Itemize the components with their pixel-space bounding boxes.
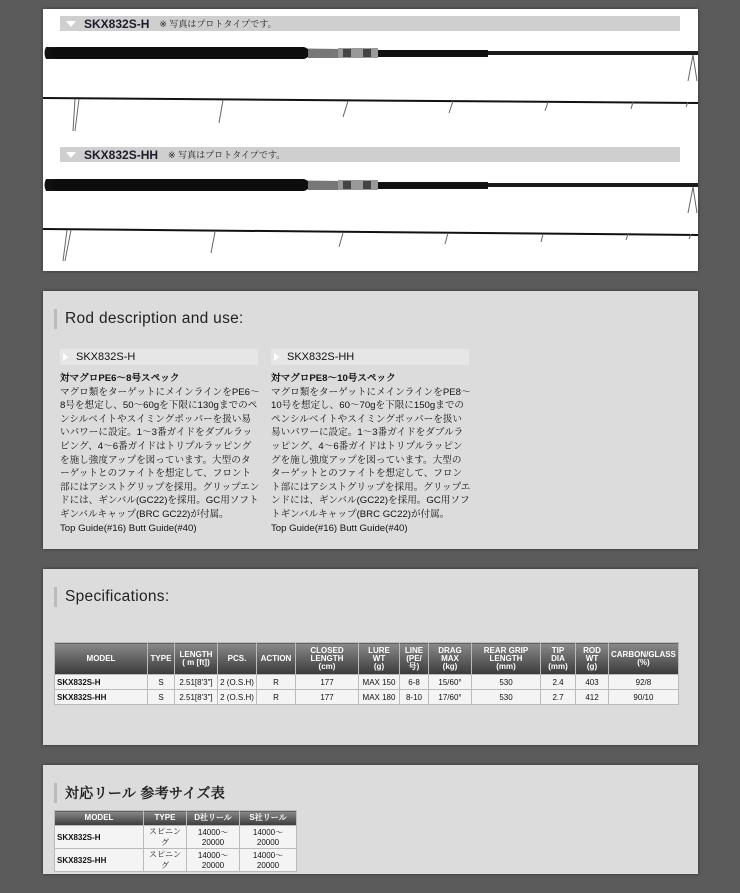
table-cell: 14000～20000 [187, 849, 240, 872]
table-cell: 6-8 [400, 675, 429, 690]
table-cell: 92/8 [609, 675, 679, 690]
product-photos-panel [43, 9, 698, 271]
description-text-h [60, 372, 260, 535]
collapse-triangle-icon [66, 152, 76, 158]
reel-size-table [54, 810, 297, 872]
column-header-line: (cm) [318, 661, 336, 671]
table-cell: MAX 180 [359, 690, 400, 705]
column-header-line: LENGTH [489, 653, 523, 663]
column-header-line: ROD [583, 645, 601, 655]
column-header-line: DIA [551, 653, 565, 663]
column-header-line: (kg) [442, 661, 458, 671]
description-body: マグロ類をターゲットにメインラインをPE6～8号を想定し、50～60gを下限に130gまでのペンシルベイトやスイミングポッパーを扱い易いパワーに設定。1～3番ガイドをダブルラッピング、4～6番ガイドはトリプルラッピングを施し強度アップを図っています。大型のターゲットとのファイトを想定して、フロント部にはアシストグリップを採用。グリップエンドには、ギンバル(GC22)を採用。GC用ソフトギンバルキャップ(BRC GC22)が付属。 [60, 386, 260, 520]
spec-lead: 対マグロPE6～8号スペック [60, 373, 180, 384]
prototype-note: ※ 写真はプロトタイプです。 [168, 150, 286, 160]
column-header [55, 643, 148, 675]
table-cell: 8-10 [400, 690, 429, 705]
column-header [218, 643, 257, 675]
spec-lead: 対マグロPE8～10号スペック [271, 373, 396, 384]
product-header-hh[interactable] [60, 147, 680, 162]
column-header: D社リール [187, 811, 240, 826]
column-header-line: PCS. [227, 653, 247, 663]
specifications-panel [43, 569, 698, 745]
guide-info: Top Guide(#16) Butt Guide(#40) [271, 522, 408, 534]
table-cell: 14000～20000 [240, 826, 297, 849]
table-cell: 90/10 [609, 690, 679, 705]
table-cell: SKX832S-HH [55, 690, 148, 705]
rod-photo-tip-h [43, 91, 698, 136]
table-cell: 14000～20000 [187, 826, 240, 849]
table-cell: 530 [472, 690, 541, 705]
description-body: マグロ類をターゲットにメインラインをPE8～10号を想定し、60～70gを下限に150gまでのペンシルベイトやスイミングポッパーを扱い易いパワーに設定。1～3番ガイドをダブルラッピング、4～6番ガイドはトリプルラッピングを施し強度アップを図っています。大型のターゲットとのファイトを想定して、フロント部にはアシストグリップを採用。グリップエンドには、ギンバル(GC22)を採用。GC用ソフトギンバルキャップ(BRC GC22)が付属。 [271, 386, 471, 520]
product-name: SKX832S-HH [84, 147, 159, 162]
prototype-note: ※ 写真はプロトタイプです。 [159, 19, 277, 29]
column-header-line: (mm) [496, 661, 516, 671]
table-cell: 2.51[8'3"] [175, 690, 218, 705]
column-header-line: WT [585, 653, 599, 663]
column-header-line: MODEL [86, 653, 116, 663]
column-header [609, 643, 679, 675]
column-header [175, 643, 218, 675]
table-row [55, 690, 679, 705]
column-header-line: (%) [637, 657, 650, 667]
table-cell: 177 [296, 675, 359, 690]
table-row [55, 675, 679, 690]
table-cell: 403 [576, 675, 609, 690]
description-text-hh [271, 372, 471, 535]
column-header [541, 643, 576, 675]
table-cell: R [257, 675, 296, 690]
column-header-line: (mm) [548, 661, 568, 671]
column-header-line: 号) [408, 661, 420, 671]
guide-info: Top Guide(#16) Butt Guide(#40) [60, 522, 197, 534]
product-name: SKX832S-H [84, 16, 150, 31]
column-header [257, 643, 296, 675]
column-header [472, 643, 541, 675]
model-name: SKX832S-H [76, 351, 136, 363]
column-header-line: REAR GRIP [483, 645, 529, 655]
table-cell: 2 (O.S.H) [218, 675, 257, 690]
column-header-line: LENGTH [179, 649, 213, 659]
specifications-table [54, 642, 679, 705]
table-row [55, 849, 297, 872]
column-header-line: CARBON/GLASS [611, 649, 676, 659]
table-cell: S [148, 675, 175, 690]
rod-photo-tip-hh [43, 223, 698, 268]
column-header-line: LURE [368, 645, 390, 655]
description-header-h [60, 349, 258, 365]
rod-photo-butt-hh [43, 169, 698, 219]
column-header [148, 643, 175, 675]
column-header-line: TIP [551, 645, 565, 655]
column-header-line: LINE [404, 645, 424, 655]
table-cell: 2.4 [541, 675, 576, 690]
column-header-line: MAX [441, 653, 459, 663]
reel-size-panel [43, 765, 698, 874]
column-header [359, 643, 400, 675]
bullet-triangle-icon [63, 353, 68, 361]
table-cell: R [257, 690, 296, 705]
table-cell: 17/60° [429, 690, 472, 705]
column-header-line: LENGTH [310, 653, 344, 663]
table-cell: スピニング [144, 849, 187, 872]
table-cell: 177 [296, 690, 359, 705]
model-name: SKX832S-HH [287, 351, 355, 363]
column-header-line: (g) [586, 661, 598, 671]
table-cell: SKX832S-H [55, 675, 148, 690]
description-header-hh [271, 349, 469, 365]
column-header-line: ( m [ft]) [182, 657, 210, 667]
rod-photo-butt-h [43, 37, 698, 87]
bullet-triangle-icon [274, 353, 279, 361]
section-title: Specifications: [54, 587, 169, 607]
table-cell: 14000～20000 [240, 849, 297, 872]
column-header: S社リール [240, 811, 297, 826]
table-cell: 15/60° [429, 675, 472, 690]
column-header-line: CLOSED [310, 645, 344, 655]
table-cell: スピニング [144, 826, 187, 849]
section-title: Rod description and use: [54, 309, 244, 329]
column-header [296, 643, 359, 675]
column-header [400, 643, 429, 675]
table-cell: SKX832S-HH [55, 849, 144, 872]
table-cell: 2.51[8'3"] [175, 675, 218, 690]
table-cell: 412 [576, 690, 609, 705]
column-header: MODEL [55, 811, 144, 826]
column-header-line: TYPE [150, 653, 172, 663]
table-cell: 530 [472, 675, 541, 690]
table-cell: SKX832S-H [55, 826, 144, 849]
column-header [429, 643, 472, 675]
section-title: 対応リール 参考サイズ表 [54, 783, 225, 803]
column-header-line: DRAG [438, 645, 462, 655]
column-header [576, 643, 609, 675]
table-cell: MAX 150 [359, 675, 400, 690]
collapse-triangle-icon [66, 21, 76, 27]
column-header-line: WT [372, 653, 386, 663]
rod-description-panel [43, 291, 698, 549]
table-row [55, 826, 297, 849]
column-header-line: ACTION [260, 653, 292, 663]
product-header-h[interactable] [60, 16, 680, 31]
column-header: TYPE [144, 811, 187, 826]
table-cell: 2.7 [541, 690, 576, 705]
table-cell: S [148, 690, 175, 705]
table-cell: 2 (O.S.H) [218, 690, 257, 705]
column-header-line: (g) [373, 661, 385, 671]
column-header-line: (PE/ [406, 653, 422, 663]
